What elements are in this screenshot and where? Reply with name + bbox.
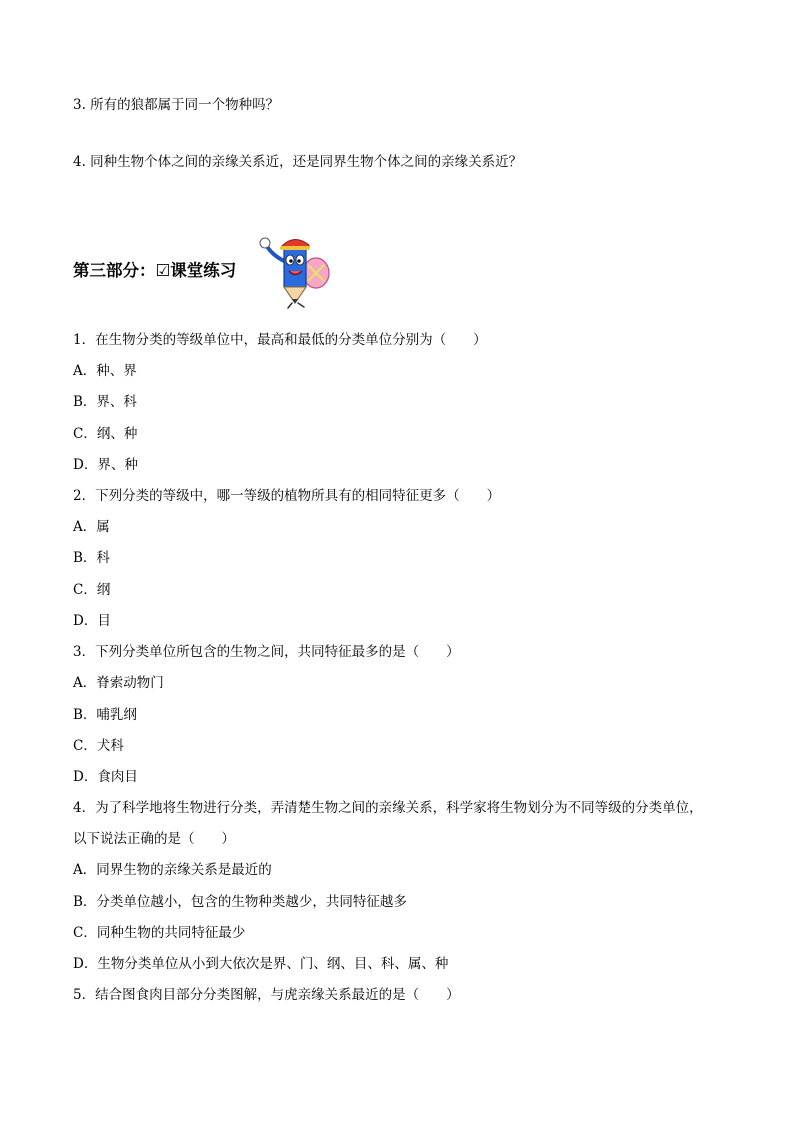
question-4-kinship: 4. 同种生物个体之间的亲缘关系近，还是同界生物个体之间的亲缘关系近？ (73, 154, 523, 170)
question-1-option-a: A．种、界 (73, 363, 137, 379)
question-4-stem-line-2: 以下说法正确的是（ ） (73, 831, 235, 847)
question-2-stem: 2．下列分类的等级中，哪一等级的植物所具有的相同特征更多（ ） (73, 488, 501, 504)
question-3-stem: 3．下列分类单位所包含的生物之间，共同特征最多的是（ ） (73, 644, 460, 660)
question-4-option-c: C．同种生物的共同特征最少 (73, 925, 246, 941)
question-2-option-c: C．纲 (73, 582, 111, 598)
question-1-option-d: D．界、种 (73, 457, 138, 473)
question-2-option-a: A．属 (73, 519, 110, 535)
question-3-option-b: B．哺乳纲 (73, 707, 137, 723)
question-3-wolves: 3. 所有的狼都属于同一个物种吗？ (73, 97, 280, 113)
question-4-option-b: B．分类单位越小，包含的生物种类越少，共同特征越多 (73, 894, 407, 910)
question-4-option-a: A．同界生物的亲缘关系是最近的 (73, 862, 272, 878)
question-4-option-d: D．生物分类单位从小到大依次是界、门、纲、目、科、属、种 (73, 956, 449, 972)
question-2-option-d: D．目 (73, 613, 111, 629)
question-3-option-d: D．食肉目 (73, 769, 138, 785)
question-3-option-a: A．脊索动物门 (73, 675, 164, 691)
question-2-option-b: B．科 (73, 550, 110, 566)
question-1-option-b: B．界、科 (73, 394, 137, 410)
question-3-option-c: C．犬科 (73, 738, 124, 754)
question-1-stem: 1．在生物分类的等级单位中，最高和最低的分类单位分别为（ ） (73, 332, 487, 348)
question-1-option-c: C．纲、种 (73, 426, 138, 442)
question-4-stem-line-1: 4．为了科学地将生物进行分类，弄清楚生物之间的亲缘关系，科学家将生物划分为不同等级的分类单位， (73, 800, 703, 816)
section-title: 第三部分：☑课堂练习 (73, 261, 237, 280)
question-5-stem: 5．结合图食肉目部分分类图解，与虎亲缘关系最近的是（ ） (73, 987, 460, 1003)
pencil-mascot-icon (258, 233, 342, 309)
